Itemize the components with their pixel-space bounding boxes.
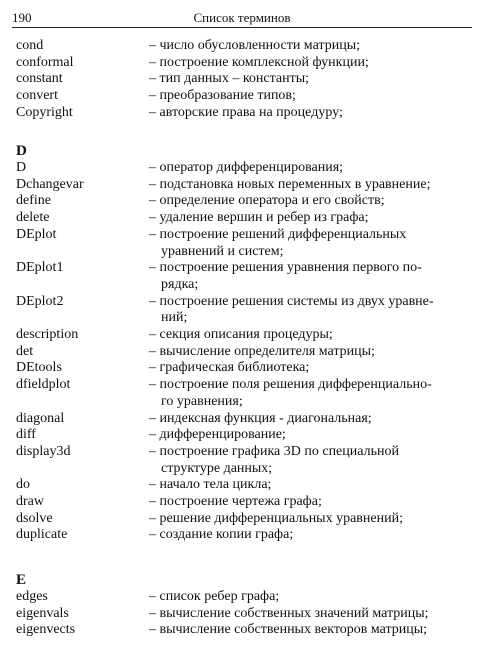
glossary-entry [12,227,472,260]
glossary-definition [149,427,472,444]
glossary-entry [12,38,472,55]
definition-continuation: рядка; [161,276,199,292]
section-letter-d: D [16,143,27,159]
glossary-definition [149,193,472,210]
header-rule [12,27,472,28]
glossary-definition [149,160,472,177]
glossary-section-e [12,589,472,639]
definition-line: – список ребер графа; [149,589,280,604]
glossary-term: D [16,160,27,175]
definition-line: – подстановка новых переменных в уравнение; [149,176,431,192]
glossary-term: duplicate [16,527,68,543]
glossary-definition [149,38,472,55]
glossary-term: Dchangevar [16,176,84,192]
definition-line: – графическая библиотека; [149,360,310,376]
glossary-definition [149,477,472,494]
glossary-definition [149,344,472,361]
definition-continuation: го уравнения; [161,393,243,409]
glossary-term: convert [16,88,58,104]
glossary-entry [12,55,472,72]
glossary-entry [12,377,472,410]
glossary-entry [12,494,472,511]
glossary-definition [149,444,472,477]
glossary-definition [149,589,472,606]
glossary-definition [149,210,472,227]
glossary-definition [149,494,472,511]
glossary-entry [12,294,472,327]
glossary-term: do [16,477,30,493]
glossary-definition [149,377,472,410]
glossary-entry [12,177,472,194]
section-letter-e: E [16,572,27,588]
glossary-term: eigenvals [16,605,69,621]
glossary-term: draw [16,494,44,510]
glossary-term: diff [16,427,36,443]
definition-line: – удаление вершин и ребер из графа; [149,210,369,226]
glossary-entry [12,327,472,344]
definition-line: – построение решений дифференциальных [149,226,407,242]
glossary-entry [12,71,472,88]
glossary-term: eigenvects [16,622,76,638]
glossary-entry [12,344,472,361]
glossary-definition [149,55,472,72]
glossary-term: dfieldplot [16,377,71,393]
glossary-term: cond [16,38,44,53]
glossary-entry [12,589,472,606]
definition-line: – создание копии графа; [149,527,294,543]
glossary-term: dsolve [16,510,53,526]
running-title: Список терминов [193,10,291,25]
glossary-term: conformal [16,54,74,70]
glossary-entry [12,411,472,428]
glossary-entry [12,606,472,623]
glossary-definition [149,294,472,327]
page-header [12,8,472,28]
definition-line: – решение дифференциальных уравнений; [149,510,403,526]
glossary-term: define [16,193,51,209]
definition-line: – вычисление определителя матрицы; [149,343,375,359]
glossary-section-c [12,38,472,122]
definition-line: – вычисление собственных значений матрицы; [149,605,429,621]
glossary-entry [12,160,472,177]
glossary-definition [149,622,472,639]
glossary-term: DEplot2 [16,293,64,309]
glossary-term: DEtools [16,360,62,376]
definition-line: – построение графика 3D по специальной [149,443,399,459]
definition-line: – построение решения системы из двух уравне- [149,293,434,309]
definition-continuation: структуре данных; [161,460,273,476]
glossary-definition [149,105,472,122]
definition-line: – определение оператора и его свойств; [149,193,385,209]
definition-line: – построение поля решения дифференциально- [149,377,432,393]
glossary-entry [12,622,472,639]
glossary-entry [12,427,472,444]
glossary-entry [12,477,472,494]
glossary-term: edges [16,589,48,604]
glossary-term: DEplot1 [16,260,64,276]
definition-line: – индексная функция - диагональная; [149,410,372,426]
definition-line: – построение комплексной функции; [149,54,369,70]
glossary-definition [149,327,472,344]
definition-line: – оператор дифференцирования; [149,160,344,175]
page-number: 190 [12,10,32,25]
glossary-definition [149,606,472,623]
glossary-term: det [16,343,34,359]
glossary-entry [12,360,472,377]
glossary-entry [12,527,472,544]
definition-continuation: уравнений и систем; [161,243,284,259]
glossary-term: diagonal [16,410,65,426]
glossary-definition [149,177,472,194]
definition-continuation: ний; [161,310,188,326]
definition-line: – число обусловленности матрицы; [149,38,360,53]
glossary-term: description [16,327,79,343]
glossary-term: display3d [16,443,71,459]
glossary-definition [149,71,472,88]
glossary-term: constant [16,71,63,87]
glossary-term: delete [16,210,50,226]
definition-line: – построение решения уравнения первого по- [149,260,422,276]
definition-line: – секция описания процедуры; [149,327,333,343]
definition-line: – дифференцирование; [149,427,286,443]
glossary-definition [149,88,472,105]
glossary-definition [149,260,472,293]
definition-line: – построение чертежа графа; [149,494,322,510]
glossary-definition [149,511,472,528]
glossary-entry [12,193,472,210]
glossary-entry [12,210,472,227]
definition-line: – тип данных – константы; [149,71,310,87]
glossary-definition [149,411,472,428]
definition-line: – начало тела цикла; [149,477,272,493]
glossary-entry [12,260,472,293]
glossary-entry [12,105,472,122]
glossary-term: Copyright [16,104,73,120]
definition-line: – авторские права на процедуру; [149,104,343,120]
glossary-definition [149,227,472,260]
glossary-entry [12,511,472,528]
definition-line: – преобразование типов; [149,88,296,104]
glossary-definition [149,360,472,377]
glossary-term: DEplot [16,226,57,242]
glossary-entry [12,444,472,477]
glossary-section-d [12,160,472,544]
glossary-definition [149,527,472,544]
glossary-entry [12,88,472,105]
definition-line: – вычисление собственных векторов матрицы; [149,622,428,638]
